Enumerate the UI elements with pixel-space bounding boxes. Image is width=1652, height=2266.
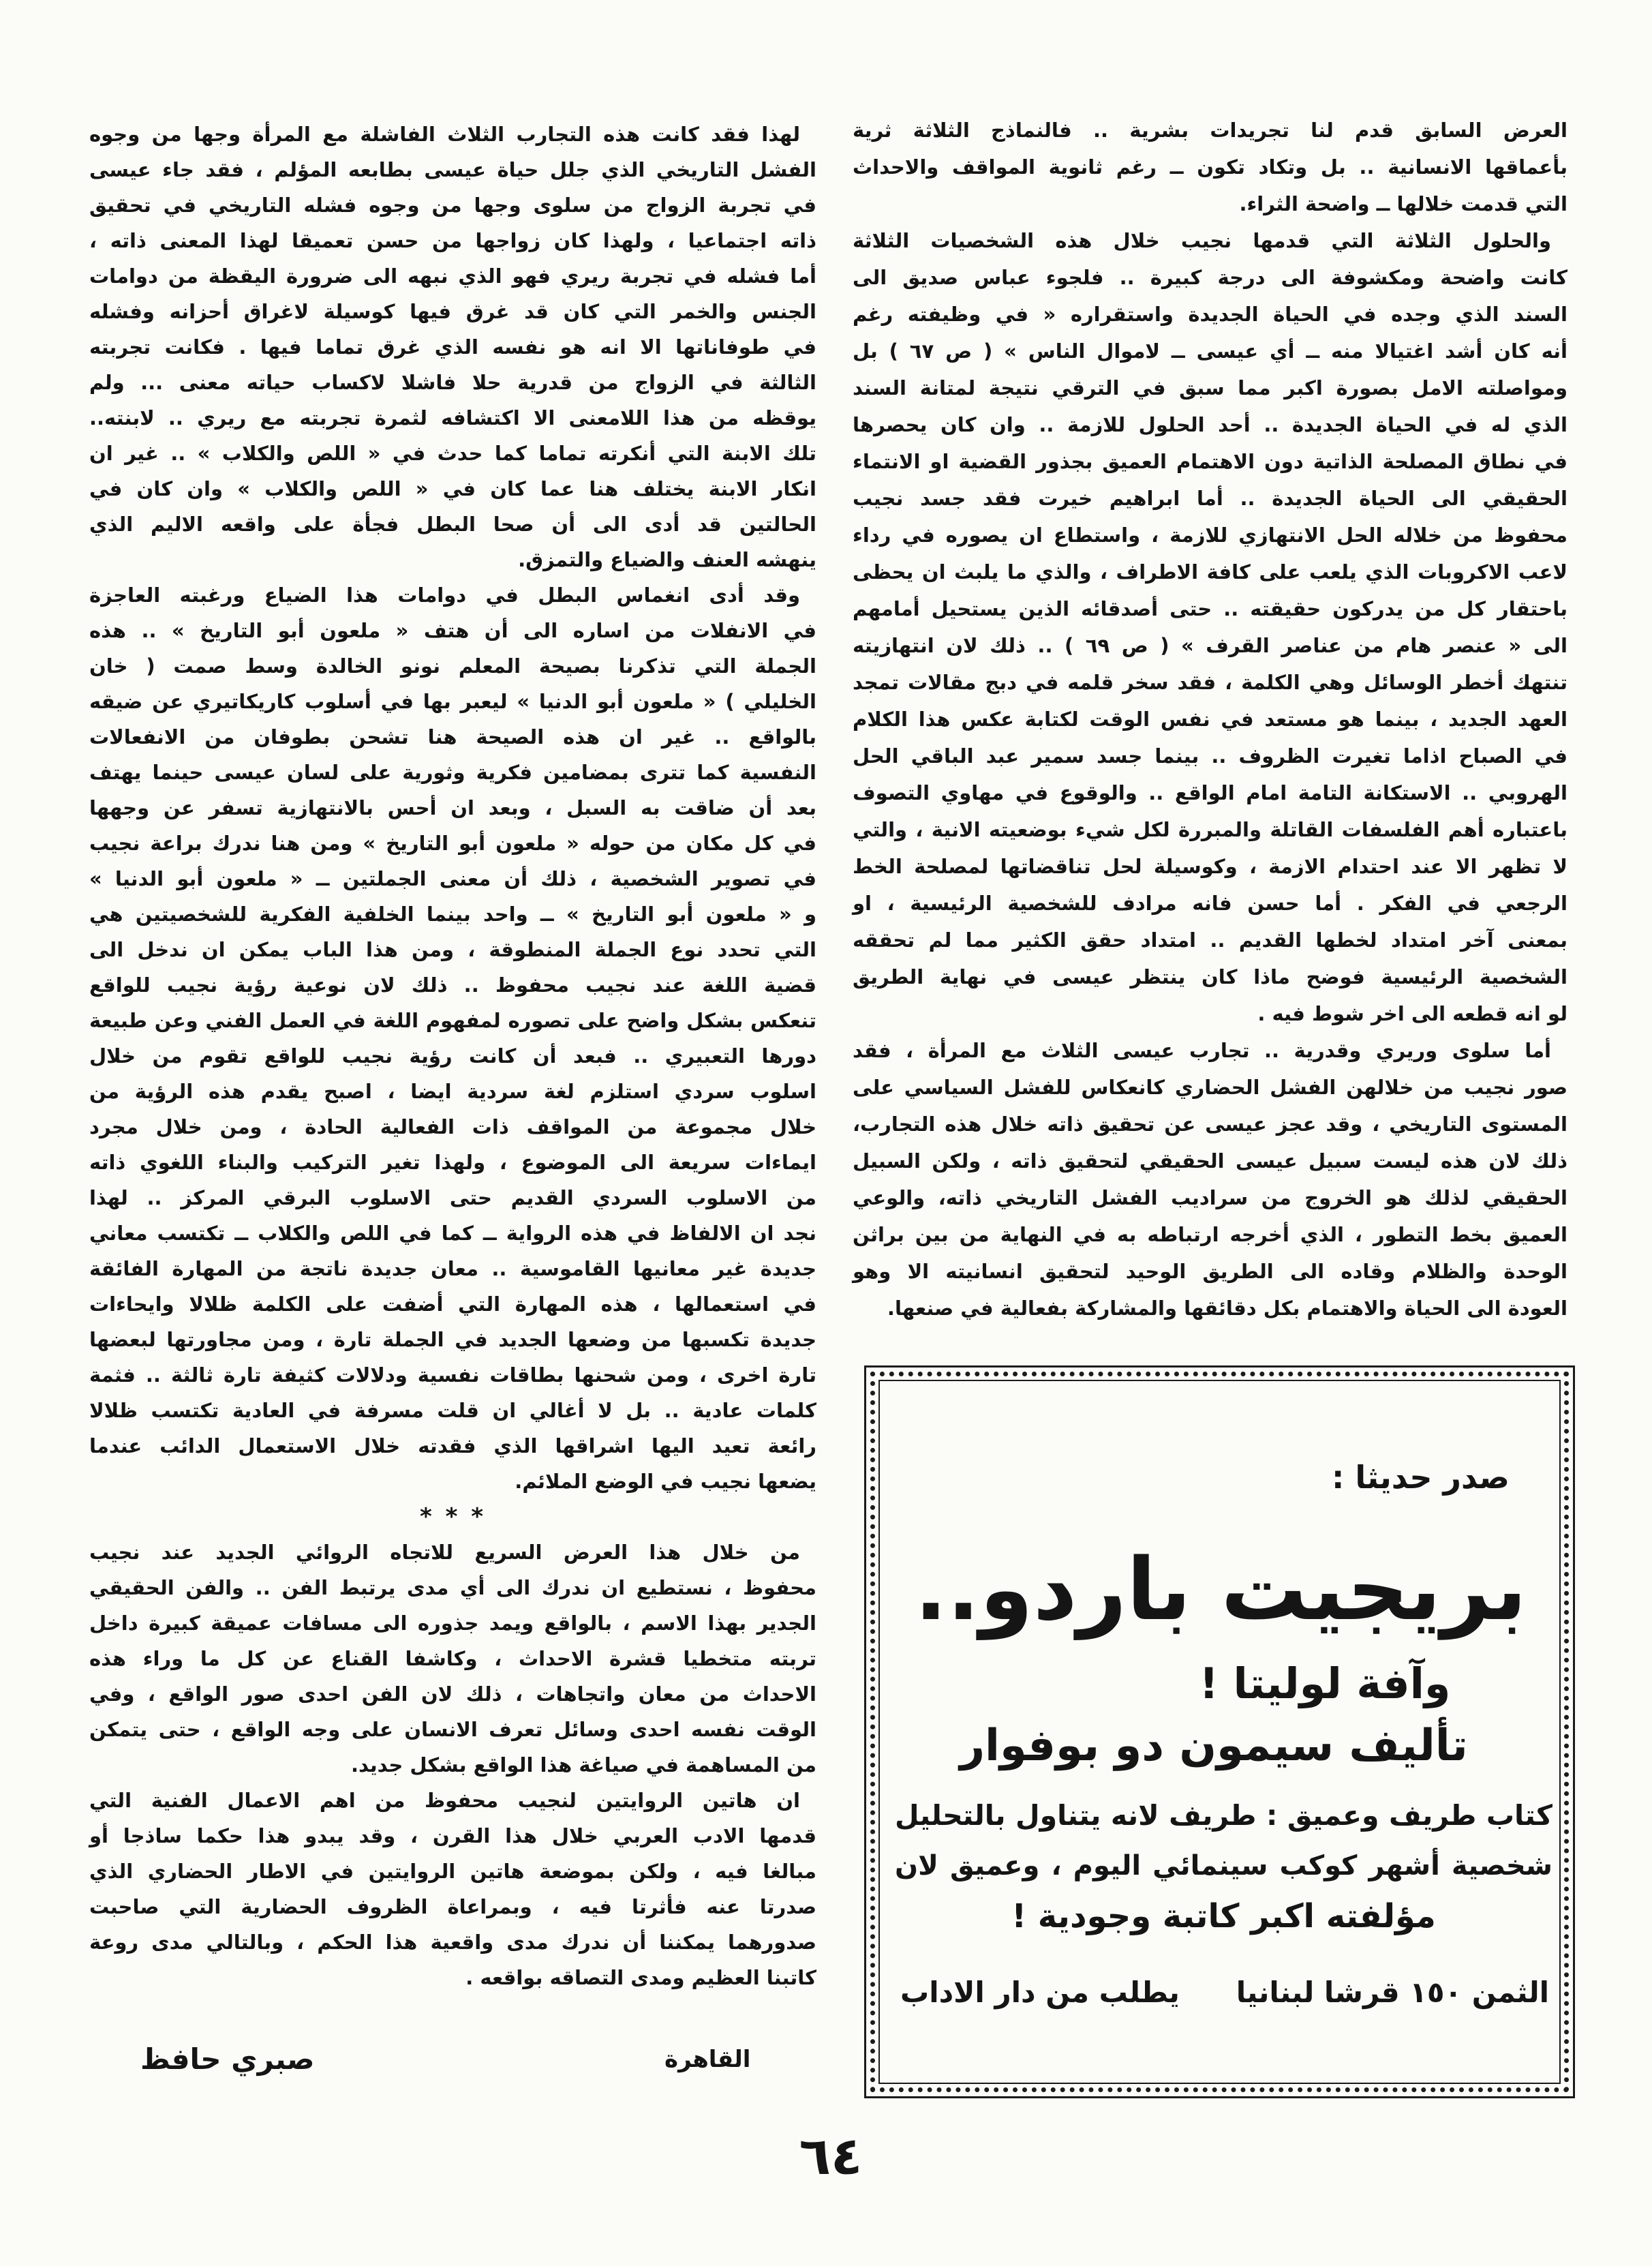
- text-line: النفسية كما تترى بمضامين فكرية وثورية على لسان عيسى حينما يهتف: [89, 761, 816, 784]
- text-line: قدمها الادب العربي خلال هذا القرن ، وقد يبدو هذا حكما ساذجا أو: [89, 1824, 816, 1847]
- paragraph: [853, 222, 1567, 1032]
- description-line: كتاب طريف وعميق : طريف لانه يتناول بالتحليل: [895, 1799, 1552, 1832]
- left-column-text-before: [89, 117, 816, 1499]
- text-line: في الصباح اذاما تغيرت الظروف .. بينما جسد سمير عبد الباقي الحل: [853, 744, 1567, 768]
- text-line: جديدة تكسبها من وضعها الجديد في الجملة تارة ، ومن مجاورتها لبعضها: [89, 1328, 816, 1351]
- text-line: بأعماقها الانسانية .. بل وتكاد تكون ــ رغم ثانوية المواقف والاحداث: [853, 155, 1567, 179]
- text-line: ومواصلته الامل بصورة اكبر مما سبق في الترقي نتيجة لمتانة السند: [853, 376, 1567, 399]
- text-line: الذي له في الحياة الجديدة .. أحد الحلول للازمة .. وان كان يحصرها: [853, 413, 1567, 436]
- decorative-border: [870, 1372, 1569, 2092]
- book-title: بريجيت باردو..: [914, 1539, 1527, 1640]
- text-line: العرض السابق قدم لنا تجريدات بشرية .. فالنماذج الثلاثة ثرية: [853, 119, 1567, 142]
- text-line: في استعمالها ، هذه المهارة التي أضفت على الكلمة ظلالا وايحاءات: [89, 1293, 816, 1316]
- text-line: والحلول الثلاثة التي قدمها نجيب خلال هذه الشخصيات الثلاثة: [853, 229, 1551, 252]
- text-line: اسلوب سردي استلزم لغة سردية ايضا ، اصبح يقدم هذه الرؤية من: [89, 1080, 816, 1103]
- text-line: الثالثة في الزواج من قدرية حلا فاشلا لاكساب حياته معنى ... ولم: [89, 371, 816, 394]
- text-line: العهد الجديد ، بينما هو مستعد في نفس الوقت لكتابة عكس هذا الكلام: [853, 708, 1567, 731]
- text-line: محفوظ ، نستطيع ان ندرك الى أي مدى يرتبط الفن .. والفن الحقيقي: [89, 1576, 816, 1599]
- text-line: رائعة تعيد اليها اشراقها الذي فقدته خلال الاستعمال الدائب عندما: [89, 1434, 816, 1457]
- text-line: الحقيقي لذلك هو الخروج من سراديب الفشل التاريخي ذاته، والوعي: [853, 1186, 1567, 1209]
- text-line: من المساهمة في صياغة هذا الواقع بشكل جديد.: [350, 1753, 816, 1777]
- text-line: ذاته اجتماعيا ، ولهذا كان زواجها من حسن تعميقا لهذا المعنى ذاته ،: [89, 229, 816, 252]
- article-place: القاهرة: [664, 2046, 751, 2073]
- right-column-text: [853, 112, 1567, 1327]
- section-separator: * * *: [419, 1503, 486, 1530]
- text-line: المستوى التاريخي ، وقد عجز عيسى عن تحقيق ذاته خلال هذه التجارب،: [853, 1113, 1567, 1136]
- text-line: ذلك لان هذه ليست سبيل عيسى الحقيقي لتحقيق ذاته ، ولكن السبيل: [853, 1149, 1567, 1173]
- text-line: من الاسلوب السردي القديم حتى الاسلوب البرقي المركز .. لهذا: [89, 1186, 816, 1209]
- text-line: الرجعي في الفكر . أما حسن فانه مرادف للشخصية الرئيسية ، او: [853, 892, 1567, 915]
- text-line: الوقت نفسه احدى وسائل تعرف الانسان على وجه الواقع ، حتى يتمكن: [89, 1718, 816, 1741]
- text-line: من خلال هذا العرض السريع للاتجاه الروائي الجديد عند نجيب: [89, 1541, 800, 1564]
- advertisement-content: [878, 1380, 1561, 2084]
- text-line: مبالغا فيه ، ولكن بموضعة هاتين الروايتين في الاطار الحضاري الذي: [89, 1860, 816, 1883]
- text-line: صور نجيب من خلالهن الفشل الحضاري كانعكاس للفشل السياسي على: [853, 1076, 1567, 1099]
- text-line: تنتهك أخطر الوسائل وهي الكلمة ، فقد سخر قلمه في دبج مقالات تمجد: [853, 671, 1567, 694]
- text-line: ينهشه العنف والضياع والتمزق.: [518, 548, 816, 571]
- text-line: لا تظهر الا عند احتدام الازمة ، وكوسيلة لحل تناقضاتها لمصلحة الخط: [853, 855, 1567, 878]
- left-column-text-after: [89, 1535, 816, 1995]
- text-line: أما سلوى وريري وقدرية .. تجارب عيسى الثلاث مع المرأة ، فقد: [853, 1039, 1551, 1062]
- text-line: ايماءات سريعة الى الموضوع ، ولهذا تغير التركيب والبناء اللغوي ذاته: [89, 1151, 816, 1174]
- text-line: في تصوير الشخصية ، ذلك أن معنى الجملتين ــ « ملعون أبو الدنيا »: [89, 867, 816, 890]
- advertisement-footer: [900, 1973, 1549, 2012]
- text-line: في تجربة الزواج من سلوى وجها من وجوه فشله التاريخي في تحقيق: [89, 194, 816, 217]
- text-line: لهذا فقد كانت هذه التجارب الثلاث الفاشلة مع المرأة وجها من وجوه: [89, 123, 800, 146]
- text-line: قضية اللغة عند نجيب محفوظ .. ذلك لان نوعية رؤية نجيب للواقع: [89, 973, 816, 997]
- text-line: السند الذي وجده في الحياة الجديدة واستقراره « في وظيفته رغم: [853, 303, 1567, 326]
- text-line: دورها التعبيري .. فبعد أن كانت رؤية نجيب للواقع تقوم من خلال: [89, 1044, 816, 1068]
- text-line: بعد أن ضاقت به السبل ، وبعد ان أحس بالانتهازية تسفر عن وجهها: [89, 796, 816, 819]
- paragraph: [89, 577, 816, 1499]
- text-line: الوحدة والظلام وقاده الى الطريق الوحيد لتحقيق انسانيته الا وهو: [853, 1260, 1567, 1283]
- text-line: العودة الى الحياة والاهتمام بكل دقائقها والمشاركة بفعالية في صنعها.: [887, 1297, 1567, 1320]
- text-line: تارة اخرى ، ومن شحنها بطاقات نفسية ودلالات كثيفة تارة ثالثة .. فثمة: [89, 1363, 816, 1387]
- publisher-order-note: يطلب من دار الاداب: [900, 1976, 1180, 2009]
- text-line: يضعها نجيب في الوضع الملائم.: [515, 1470, 816, 1493]
- text-line: بمعنى آخر امتداد لخطها القديم .. امتداد حقق الكثير مما لم تحققه: [853, 928, 1567, 952]
- text-line: لاعب الاكروبات الذي يلعب على كافة الاطراف ، والذي ما يلبث ان يحظى: [853, 560, 1567, 584]
- text-line: الى « عنصر هام من عناصر القرف » ( ص ٦٩ ) .. ذلك لان انتهازيته: [853, 634, 1567, 657]
- text-line: تربته متخطيا قشرة الاحداث ، وكاشفا القناع عن كل ما وراء هذه: [89, 1647, 816, 1670]
- text-line: باحتقار كل من يدركون حقيقته .. حتى أصدقائه الذين يستحيل أمامهم: [853, 597, 1567, 620]
- text-line: في كل مكان من حوله « ملعون أبو التاريخ » ومن هنا ندرك براعة نجيب: [89, 832, 816, 855]
- text-line: انكار الابنة يختلف هنا عما كان في « اللص والكلاب » وان كان في: [89, 477, 816, 500]
- text-line: الحقيقي الى الحياة الجديدة .. أما ابراهيم خيرت فقد جسد نجيب: [853, 487, 1567, 510]
- text-line: جديدة غير معانيها القاموسية .. معان جديدة ناتجة من المهارة الفائقة: [89, 1257, 816, 1280]
- book-advertisement: [864, 1365, 1575, 2098]
- paragraph: [89, 1783, 816, 1995]
- text-line: أنه كان أشد اغتيالا منه ــ أي عيسى ــ لاموال الناس » ( ص ٦٧ ) بل: [853, 339, 1567, 363]
- text-line: في نطاق المصلحة الذاتية دون الاهتمام العميق بجذور القضية او الانتماء: [853, 450, 1567, 473]
- text-line: لو انه قطعه الى اخر شوط فيه .: [1257, 1002, 1567, 1025]
- article-column-left: [89, 117, 816, 1995]
- text-line: في طوفاناتها الا انه هو نفسه الذي غرق تماما فيها . فكانت تجربته: [89, 335, 816, 359]
- text-line: الجنس والخمر التي كان قد غرق فيها كوسيلة لاغراق أحزانه وفشله: [89, 300, 816, 323]
- text-line: محفوظ من خلاله الحل الانتهازي للازمة ، واستطاع ان يصوره في رداء: [853, 524, 1567, 547]
- text-line: أما فشله في تجربة ريري فهو الذي نبهه الى ضرورة اليقظة من دوامات: [89, 265, 816, 288]
- book-price: الثمن ١٥٠ قرشا لبنانيا: [1236, 1976, 1549, 2009]
- text-line: صدرتا عنه فأثرتا فيه ، وبمراعاة الظروف الحضارية التي صاحبت: [89, 1895, 816, 1918]
- description-line: شخصية أشهر كوكب سينمائي اليوم ، وعميق لان: [895, 1850, 1552, 1882]
- paragraph: [853, 1032, 1567, 1327]
- paragraph: [89, 117, 816, 577]
- text-line: تلك الابنة التي أنكرته تماما كما حدث في « اللص والكلاب » .. غير ان: [89, 442, 816, 465]
- text-line: الجدير بهذا الاسم ، بالواقع ويمد جذوره الى مسافات عميقة كبيرة داخل: [89, 1612, 816, 1635]
- text-line: الجملة التي تذكرنا بصيحة المعلم نونو الخالدة وسط صمت ( خان: [89, 654, 816, 678]
- text-line: الحالتين قد أدى الى أن صحا البطل فجأة على واقعه الاليم الذي: [89, 513, 816, 536]
- text-line: كاتبنا العظيم ومدى التصاقه بواقعه .: [465, 1966, 816, 1989]
- text-line: كلمات عادية .. بل لا أغالي ان قلت مسرفة في العادية تكتسب ظلالا: [89, 1399, 816, 1422]
- text-line: نجد ان الالفاظ في هذه الرواية ــ كما في اللص والكلاب ــ تكتسب معاني: [89, 1222, 816, 1245]
- paragraph: [853, 112, 1567, 222]
- text-line: العميق بخط التطور ، الذي أخرجه ارتباطه به في النهاية من بين براثن: [853, 1223, 1567, 1246]
- text-line: الخليلي ) « ملعون أبو الدنيا » ليعبر بها في أسلوب كاريكاتيري عن ضيقه: [89, 690, 816, 713]
- text-line: يوقظه من هذا اللامعنى الا اكتشافه لثمرة تجربته مع ريري .. لابنته..: [89, 406, 816, 429]
- text-line: التي قدمت خلالها ــ واضحة الثراء.: [1239, 192, 1567, 215]
- text-line: في الانفلات من اساره الى أن هتف « ملعون أبو التاريخ » .. هذه: [89, 619, 816, 642]
- article-author: صبري حافظ: [140, 2042, 315, 2076]
- text-line: باعتباره أهم الفلسفات القاتلة والمبررة لكل شيء بوضعيته الانية ، والتي: [853, 818, 1567, 841]
- text-line: بالواقع .. غير ان هذه الصيحة هنا تشحن بطوفان من الانفعالات: [89, 725, 816, 749]
- text-line: تنعكس بشكل واضح على تصوره لمفهوم اللغة في العمل الفني وعن طبيعة: [89, 1009, 816, 1032]
- text-line: الاحداث من معان واتجاهات ، ذلك لان الفن احدى صور الواقع ، وفي: [89, 1682, 816, 1706]
- description-line: مؤلفته اكبر كاتبة وجودية !: [1011, 1897, 1436, 1935]
- book-description: [895, 1790, 1552, 1942]
- article-column-right: [853, 112, 1567, 1327]
- page-number: ٦٤: [799, 2126, 863, 2186]
- text-line: التي تحدد نوع الجملة المنطوقة ، ومن هذا الباب يمكن ان ندخل الى: [89, 938, 816, 961]
- text-line: وقد أدى انغماس البطل في دوامات هذا الضياع ورغبته العاجزة: [89, 584, 800, 607]
- text-line: خلال مجموعة من المواقف ذات الفعالية الحادة ، ومن خلال مجرد: [89, 1115, 816, 1138]
- text-line: و « ملعون أبو التاريخ » ــ واحد بينما الخلفية الفكرية للشخصيتين هي: [89, 903, 816, 926]
- text-line: ان هاتين الروايتين لنجيب محفوظ من اهم الاعمال الفنية التي: [89, 1789, 800, 1812]
- text-line: الفشل التاريخي الذي جلل حياة عيسى بطابعه المؤلم ، فقد جاء عيسى: [89, 158, 816, 181]
- text-line: صدورهما يمكننا أن ندرك مدى واقعية هذا الحكم ، وبالتالي مدى روعة: [89, 1931, 816, 1954]
- paragraph: [89, 1535, 816, 1783]
- text-line: الشخصية الرئيسية فوضح ماذا كان ينتظر عيسى في نهاية الطريق: [853, 965, 1567, 988]
- text-line: كانت واضحة ومكشوفة الى درجة كبيرة .. فلجوء عباس صديق الى: [853, 266, 1567, 289]
- new-release-label: صدر حديثا :: [1332, 1459, 1510, 1496]
- text-line: الهروبي .. الاستكانة التامة امام الواقع .. والوقوع في مهاوي التصوف: [853, 781, 1567, 804]
- book-author: تأليف سيمون دو بوفوار: [960, 1721, 1468, 1771]
- book-subtitle: وآفة لوليتا !: [1199, 1659, 1451, 1708]
